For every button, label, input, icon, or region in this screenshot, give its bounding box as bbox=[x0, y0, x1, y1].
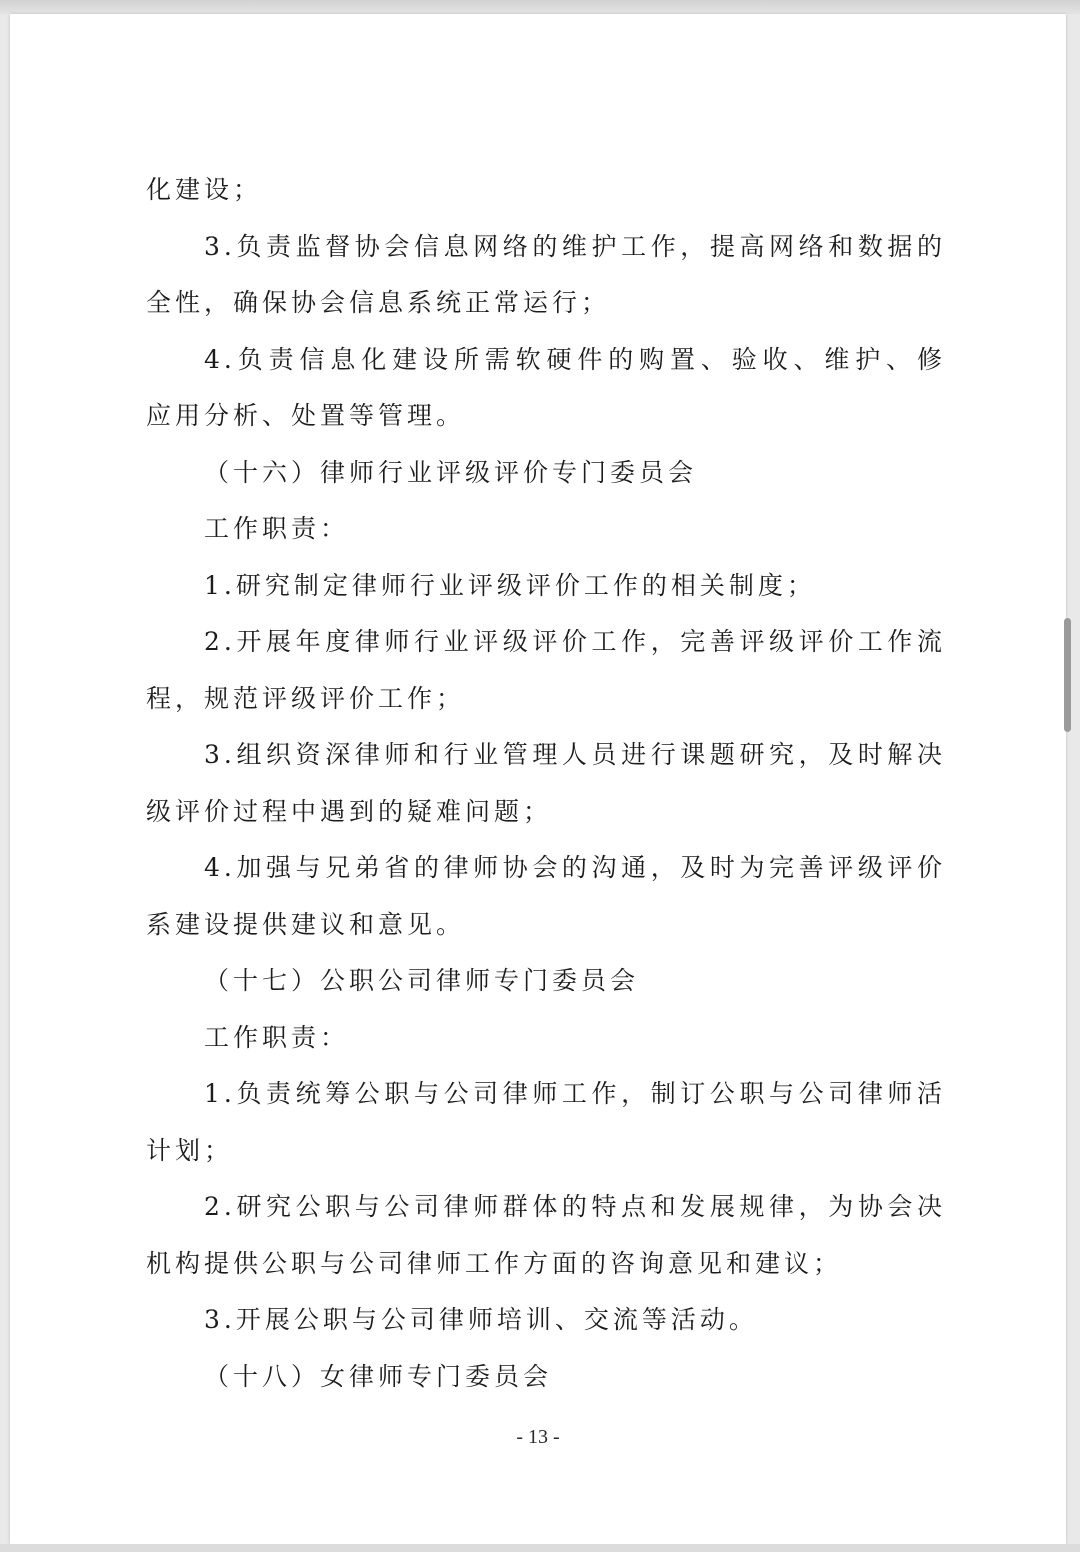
text-line: 1.研究制定律师行业评级评价工作的相关制度； bbox=[204, 570, 816, 600]
text-line: 工作职责： bbox=[204, 1022, 350, 1052]
text-line: 全性，确保协会信息系统正常运行； bbox=[146, 288, 611, 317]
viewer-bottom-bar bbox=[0, 1544, 1080, 1552]
text-line: 计划； bbox=[146, 1135, 234, 1165]
text-line: 3.负责监督协会信息网络的维护工作，提高网络和数据的 bbox=[204, 231, 946, 261]
section-heading: （十八）女律师专门委员会 bbox=[204, 1361, 553, 1391]
text-line: 2.开展年度律师行业评级评价工作，完善评级评价工作流 bbox=[204, 627, 946, 656]
document-page bbox=[10, 14, 1066, 1544]
page-number: - 13 - bbox=[516, 1426, 560, 1448]
viewer-top-bar bbox=[0, 0, 1080, 14]
text-line: 机构提供公职与公司律师工作方面的咨询意见和建议； bbox=[146, 1248, 843, 1278]
text-line: 3.组织资深律师和行业管理人员进行课题研究，及时解决 bbox=[204, 740, 946, 769]
text-line: 化建设； bbox=[146, 175, 263, 204]
section-heading: （十七）公职公司律师专门委员会 bbox=[204, 966, 640, 995]
document-body bbox=[146, 162, 946, 1405]
text-line: 级评价过程中遇到的疑难问题； bbox=[146, 796, 553, 826]
text-line: 2.研究公职与公司律师群体的特点和发展规律，为协会决 bbox=[204, 1192, 946, 1221]
text-line: 程，规范评级评价工作； bbox=[146, 683, 466, 713]
text-line: 4.负责信息化建设所需软硬件的购置、验收、维护、修 bbox=[204, 344, 946, 374]
text-line: 应用分析、处置等管理。 bbox=[146, 401, 466, 430]
text-line: 1.负责统筹公职与公司律师工作，制订公职与公司律师活 bbox=[204, 1079, 946, 1108]
text-line: 3.开展公职与公司律师培训、交流等活动。 bbox=[204, 1305, 758, 1334]
scrollbar-thumb[interactable] bbox=[1064, 618, 1071, 732]
section-heading: （十六）律师行业评级评价专门委员会 bbox=[204, 457, 698, 487]
text-line: 4.加强与兄弟省的律师协会的沟通，及时为完善评级评价 bbox=[204, 853, 946, 882]
text-line: 系建设提供建议和意见。 bbox=[146, 909, 466, 939]
text-line: 工作职责： bbox=[204, 514, 350, 543]
